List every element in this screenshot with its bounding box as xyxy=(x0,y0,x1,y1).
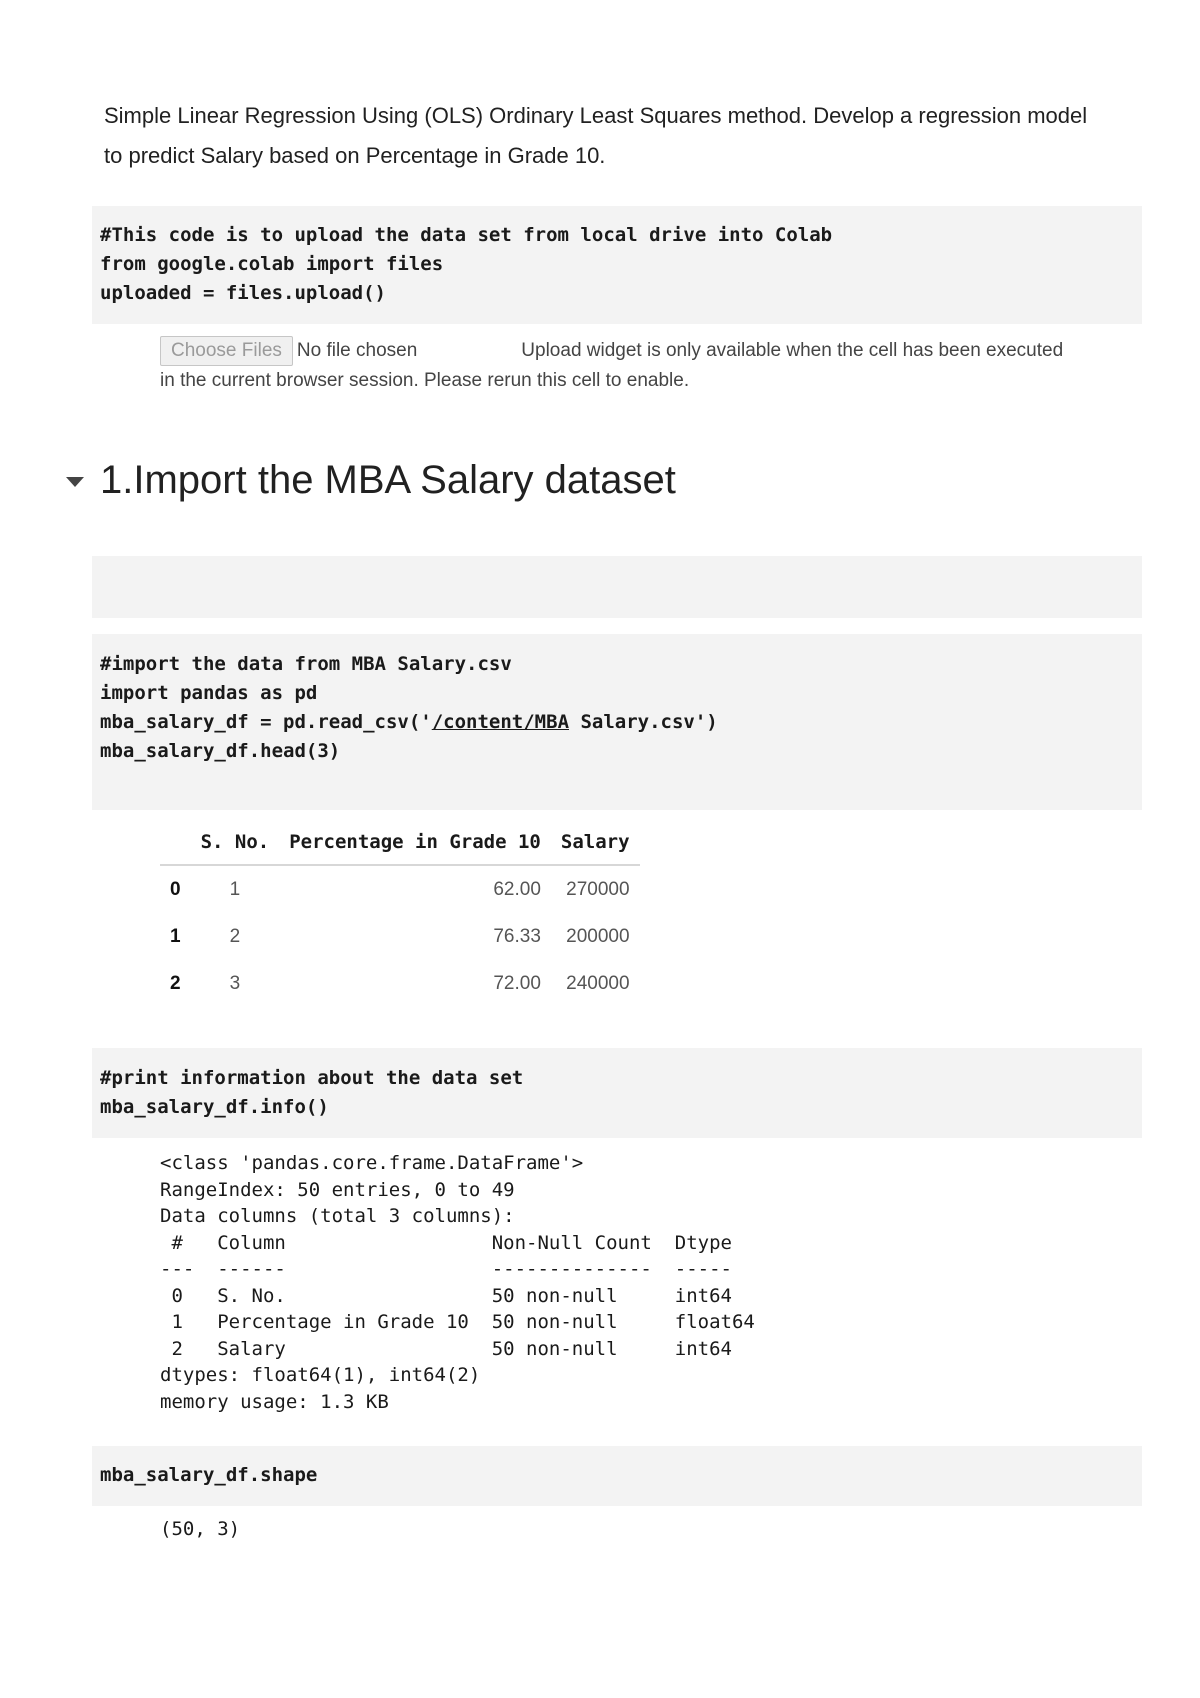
code-line: #import the data from MBA Salary.csv xyxy=(100,653,512,675)
code-cell-shape[interactable] xyxy=(92,1446,1142,1506)
table-row xyxy=(160,913,640,960)
column-header-salary: Salary xyxy=(551,820,640,865)
code-line: #print information about the data set xyxy=(100,1067,524,1089)
cell-percentage: 72.00 xyxy=(493,972,541,994)
table-row xyxy=(160,960,640,1007)
row-index: 2 xyxy=(170,972,181,994)
code-line: uploaded = files.upload() xyxy=(100,282,386,304)
cell-percentage: 62.00 xyxy=(493,878,541,900)
empty-code-cell[interactable] xyxy=(92,556,1142,618)
cell-salary: 200000 xyxy=(566,925,630,947)
row-index: 0 xyxy=(170,878,181,900)
row-index: 1 xyxy=(170,925,181,947)
column-header-percentage: Percentage in Grade 10 xyxy=(279,820,551,865)
cell-salary: 240000 xyxy=(566,972,630,994)
upload-widget-message: Upload widget is only available when the cell has been executed in the current browser session. Please rerun this cell to enable. xyxy=(160,340,1064,391)
choose-files-button[interactable]: Choose Files xyxy=(160,336,293,366)
code-line: mba_salary_df.shape xyxy=(100,1464,318,1486)
column-header-sno: S. No. xyxy=(191,820,280,865)
table-row xyxy=(160,865,640,913)
cell-sno: 1 xyxy=(229,878,241,900)
code-line: import pandas as pd xyxy=(100,682,318,704)
info-output: <class 'pandas.core.frame.DataFrame'> RangeIndex: 50 entries, 0 to 49 Data columns (total 3 columns): # Column Non-Null Count Dtype --- ------ -------------- ----- 0 S. No. 50 non-null int64 1 Percentage in Grade 10 50 non-null float64 2 Salary 50 non-null int64 dtypes: float64(1), int64(2) memory usage: 1.3 KB xyxy=(160,1152,755,1413)
column-header-index xyxy=(160,820,191,865)
intro-text: Simple Linear Regression Using (OLS) Ordinary Least Squares method. Develop a regression model to predict Salary based on Percentage in Grade 10. xyxy=(104,103,1088,168)
file-path-link[interactable]: /content/MBA xyxy=(431,711,570,733)
no-file-chosen-text: No file chosen xyxy=(296,340,418,361)
code-cell-import[interactable] xyxy=(92,634,1142,810)
dataframe-head-table xyxy=(160,820,640,1007)
cell-sno: 2 xyxy=(229,925,241,947)
shape-output: (50, 3) xyxy=(160,1518,241,1540)
cell-sno: 3 xyxy=(229,972,241,994)
table-header-row xyxy=(160,820,640,865)
code-line: #This code is to upload the data set from local drive into Colab xyxy=(100,224,833,246)
section-header[interactable] xyxy=(66,452,676,508)
cell-percentage: 76.33 xyxy=(493,925,541,947)
code-line: mba_salary_df = pd.read_csv('/content/MBA Salary.csv') xyxy=(100,711,718,733)
collapse-caret-icon[interactable] xyxy=(66,477,84,487)
code-line: mba_salary_df.head(3) xyxy=(100,740,341,762)
code-cell-info[interactable] xyxy=(92,1048,1142,1138)
section-title: 1.Import the MBA Salary dataset xyxy=(100,457,676,502)
cell-salary: 270000 xyxy=(566,878,630,900)
code-line: mba_salary_df.info() xyxy=(100,1096,329,1118)
upload-widget xyxy=(160,336,1080,396)
code-line: from google.colab import files xyxy=(100,253,444,275)
code-cell-upload[interactable] xyxy=(92,206,1142,324)
